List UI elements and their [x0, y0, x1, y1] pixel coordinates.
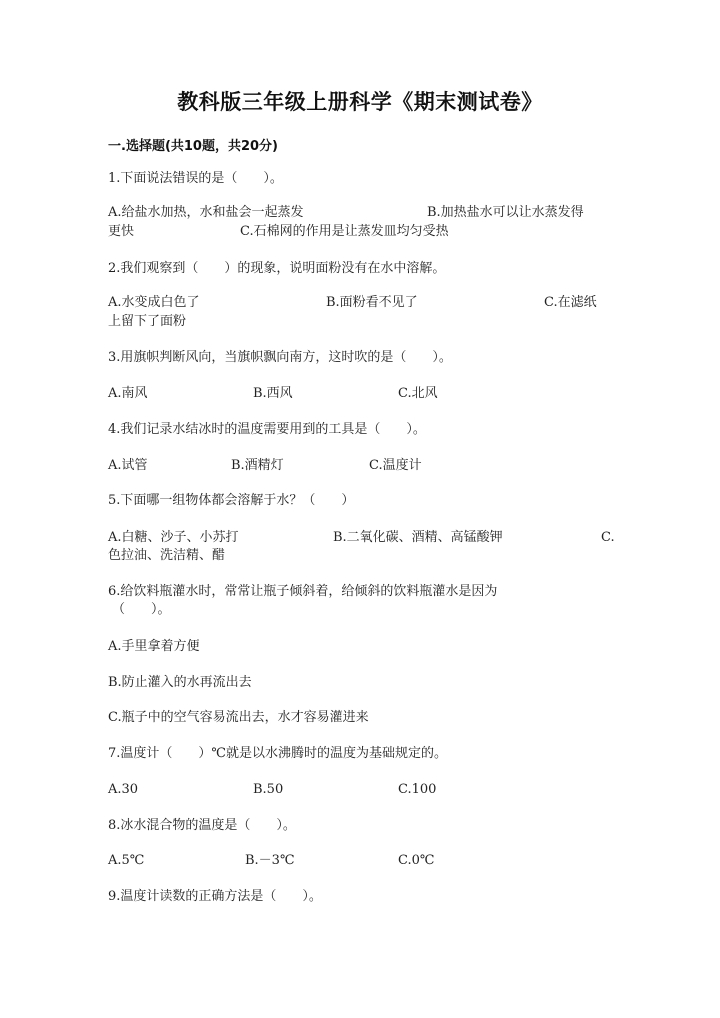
question-3-option-a: A.南风 — [108, 386, 148, 401]
question-4-stem: 4.我们记录水结冰时的温度需要用到的工具是（ ）。 — [108, 422, 426, 437]
question-9-stem: 9.温度计读数的正确方法是（ ）。 — [108, 889, 322, 904]
question-1-option-b-continued: 更快 — [108, 224, 135, 239]
question-5-option-b: B.二氧化碳、酒精、高锰酸钾 — [333, 530, 503, 545]
question-7-stem: 7.温度计（ ）℃就是以水沸腾时的温度为基础规定的。 — [108, 746, 447, 761]
question-2-stem: 2.我们观察到（ ）的现象，说明面粉没有在水中溶解。 — [108, 261, 446, 276]
question-4-option-a: A.试管 — [108, 458, 148, 473]
question-6-option-c: C.瓶子中的空气容易流出去，水才容易灌进来 — [108, 710, 369, 725]
question-2-option-a: A.水变成白色了 — [108, 295, 200, 310]
question-3-option-b: B.西风 — [253, 386, 293, 401]
question-7-option-b: B.50 — [253, 782, 284, 797]
question-8-option-b: B.－3℃ — [245, 853, 295, 868]
question-7-option-c: C.100 — [398, 782, 437, 797]
question-3-stem: 3.用旗帜判断风向，当旗帜飘向南方，这时吹的是（ ）。 — [108, 350, 452, 365]
question-8-stem: 8.冰水混合物的温度是（ ）。 — [108, 818, 296, 833]
question-1-stem: 1.下面说法错误的是（ ）。 — [108, 171, 283, 186]
question-6-stem-continued: （ ）。 — [112, 602, 171, 617]
question-8-option-c: C.0℃ — [398, 853, 435, 868]
question-6-stem: 6.给饮料瓶灌水时，常常让瓶子倾斜着，给倾斜的饮料瓶灌水是因为 — [108, 584, 498, 599]
page-title: 教科版三年级上册科学《期末测试卷》 — [177, 90, 543, 114]
question-3-option-c: C.北风 — [398, 386, 438, 401]
question-4-option-b: B.酒精灯 — [231, 458, 284, 473]
question-5-option-c-continued: 色拉油、洗洁精、醋 — [108, 548, 226, 563]
question-8-option-a: A.5℃ — [108, 853, 145, 868]
question-2-option-b: B.面粉看不见了 — [326, 295, 418, 310]
question-5-stem: 5.下面哪一组物体都会溶解于水？（ ） — [108, 493, 355, 508]
question-2-option-c-continued: 上留下了面粉 — [108, 314, 187, 329]
question-4-option-c: C.温度计 — [369, 458, 422, 473]
question-5-option-c: C. — [601, 530, 615, 545]
question-5-option-a: A.白糖、沙子、小苏打 — [108, 530, 239, 545]
section-heading: 一.选择题(共10题，共20分) — [108, 139, 279, 154]
question-2-option-c: C.在滤纸 — [544, 295, 597, 310]
question-7-option-a: A.30 — [108, 782, 139, 797]
question-6-option-b: B.防止灌入的水再流出去 — [108, 675, 252, 690]
question-6-option-a: A.手里拿着方便 — [108, 639, 200, 654]
question-1-option-a: A.给盐水加热，水和盐会一起蒸发 — [108, 205, 304, 220]
question-1-option-b: B.加热盐水可以让水蒸发得 — [427, 205, 584, 220]
question-1-option-c: C.石棉网的作用是让蒸发皿均匀受热 — [240, 224, 449, 239]
